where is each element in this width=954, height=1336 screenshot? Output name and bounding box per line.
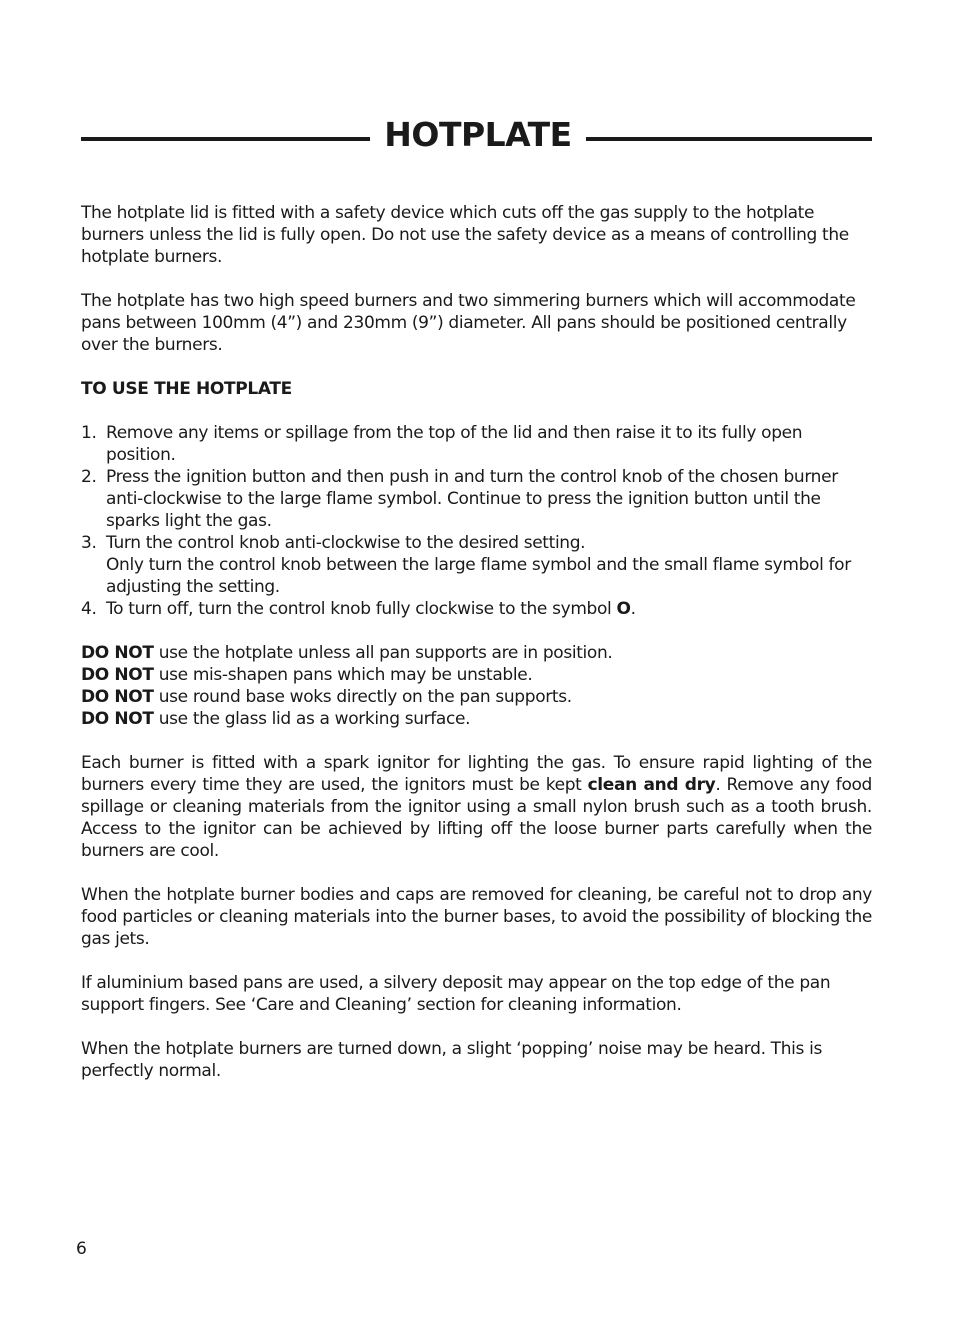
off-symbol: O bbox=[616, 599, 631, 619]
step-text: Turn the control knob anti-clockwise to the desired setting. bbox=[106, 533, 586, 553]
steps-list bbox=[81, 422, 872, 620]
step-text: Remove any items or spillage from the top of the lid and then raise it to its fully open position. bbox=[106, 423, 803, 465]
ignitor-text: Each burner is fitted with a spark ignitor for lighting the gas. To ensure rapid lighting of the burners every time they are used, the ignitors must be kept bbox=[81, 753, 872, 795]
page-number: 6 bbox=[76, 1239, 87, 1259]
section-subheading: TO USE THE HOTPLATE bbox=[81, 379, 292, 399]
step-text-end: . bbox=[630, 599, 636, 619]
warning-text: use the glass lid as a working surface. bbox=[153, 709, 471, 729]
warning-item bbox=[81, 642, 872, 664]
step-number: 3. bbox=[81, 533, 97, 553]
title-rule-right bbox=[586, 137, 872, 141]
body-text bbox=[81, 202, 872, 1104]
aluminium-paragraph: If aluminium based pans are used, a silvery deposit may appear on the top edge of the pan support fingers. See ‘Care and Cleaning’ section for cleaning information. bbox=[81, 973, 831, 1015]
do-not-label: DO NOT bbox=[81, 687, 154, 707]
list-item bbox=[81, 422, 872, 466]
popping-paragraph: When the hotplate burners are turned down, a slight ‘popping’ noise may be heard. This is perfectly normal. bbox=[81, 1039, 822, 1081]
title-row bbox=[81, 112, 872, 156]
do-not-warnings bbox=[81, 642, 872, 730]
do-not-label: DO NOT bbox=[81, 665, 154, 685]
step-text: To turn off, turn the control knob fully clockwise to the symbol bbox=[106, 599, 617, 619]
clean-and-dry-emphasis: clean and dry bbox=[587, 775, 716, 795]
do-not-label: DO NOT bbox=[81, 643, 154, 663]
cleaning-paragraph: When the hotplate burner bodies and caps are removed for cleaning, be careful not to drop any food particles or cleaning materials into the burner bases, to avoid the possibility of blocking the gas jets. bbox=[81, 885, 872, 949]
warning-item bbox=[81, 708, 872, 730]
warning-item bbox=[81, 686, 872, 708]
warning-item bbox=[81, 664, 872, 686]
page-title: HOTPLATE bbox=[384, 114, 572, 154]
intro-paragraph-2: The hotplate has two high speed burners and two simmering burners which will accommodate pans between 100mm (4”) and 230mm (9”) diameter. All pans should be positioned centrally over the burners. bbox=[81, 291, 856, 355]
ignitor-text-end: . Remove any food spillage or cleaning materials from the ignitor using a small nylon brush such as a tooth brush. Access to the ignitor can be achieved by lifting off the loose burner parts carefully when the burners are cool. bbox=[81, 775, 872, 861]
step-text: Press the ignition button and then push in and turn the control knob of the chosen burner anti-clockwise to the large flame symbol. Continue to press the ignition button until the sparks light the gas. bbox=[106, 467, 838, 531]
warning-text: use round base woks directly on the pan supports. bbox=[153, 687, 572, 707]
step-text-continued: Only turn the control knob between the large flame symbol and the small flame symbol for adjusting the setting. bbox=[106, 555, 851, 597]
list-item bbox=[81, 466, 872, 532]
step-number: 4. bbox=[81, 599, 97, 619]
do-not-label: DO NOT bbox=[81, 709, 154, 729]
warning-text: use the hotplate unless all pan supports are in position. bbox=[153, 643, 613, 663]
intro-paragraph-1: The hotplate lid is fitted with a safety device which cuts off the gas supply to the hotplate burners unless the lid is fully open. Do not use the safety device as a means of controlling the hotplate burners. bbox=[81, 203, 849, 267]
list-item bbox=[81, 532, 872, 598]
step-number: 2. bbox=[81, 467, 97, 487]
step-number: 1. bbox=[81, 423, 97, 443]
ignitor-paragraph bbox=[81, 752, 872, 862]
warning-text: use mis-shapen pans which may be unstable. bbox=[153, 665, 533, 685]
list-item bbox=[81, 598, 872, 620]
title-rule-left bbox=[81, 137, 370, 141]
